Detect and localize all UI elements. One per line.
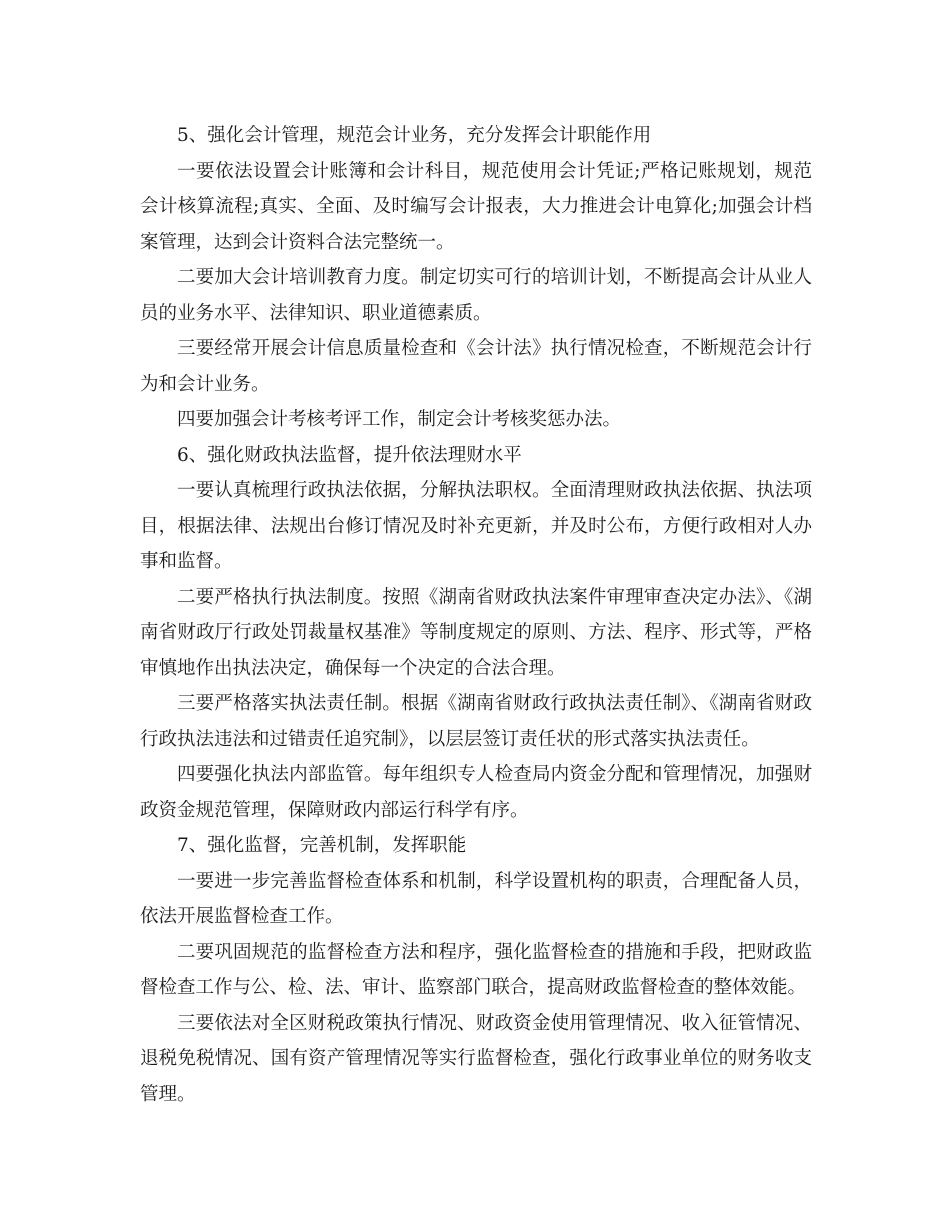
paragraph: 三要严格落实执法责任制。根据《湖南省财政行政执法责任制》、《湖南省财政行政执法违法和过错责任追究制》，以层层签订责任状的形式落实执法责任。	[140, 693, 812, 750]
section-heading-5: 5、强化会计管理，规范会计业务，充分发挥会计职能作用	[177, 125, 652, 146]
document-body	[140, 118, 812, 1112]
paragraph: 四要加强会计考核考评工作，制定会计考核奖惩办法。	[177, 409, 622, 430]
paragraph: 一要依法设置会计账簿和会计科目，规范使用会计凭证;严格记账规划，规范会计核算流程;真实、全面、及时编写会计报表，大力推进会计电算化;加强会计档案管理，达到会计资料合法完整统一。	[140, 160, 812, 253]
paragraph: 一要进一步完善监督检查体系和机制，科学设置机构的职责，合理配备人员，依法开展监督检查工作。	[140, 870, 812, 927]
paragraph: 一要认真梳理行政执法依据，分解执法职权。全面清理财政执法依据、执法项目，根据法律、法规出台修订情况及时补充更新，并及时公布，方便行政相对人办事和监督。	[140, 480, 812, 572]
paragraph: 二要严格执行执法制度。按照《湖南省财政执法案件审理审查决定办法》、《湖南省财政厅行政处罚裁量权基准》等制度规定的原则、方法、程序、形式等，严格审慎地作出执法决定，确保每一个决定的合法合理。	[140, 586, 812, 679]
section-heading-6: 6、强化财政执法监督，提升依法理财水平	[177, 444, 522, 466]
paragraph: 二要加大会计培训教育力度。制定切实可行的培训计划，不断提高会计从业人员的业务水平、法律知识、职业道德素质。	[140, 267, 812, 324]
paragraph: 三要依法对全区财税政策执行情况、财政资金使用管理情况、收入征管情况、退税免税情况、国有资产管理情况等实行监督检查，强化行政事业单位的财务收支管理。	[140, 1012, 812, 1105]
section-heading-7: 7、强化监督，完善机制，发挥职能	[177, 835, 467, 856]
paragraph: 四要强化执法内部监管。每年组织专人检查局内资金分配和管理情况，加强财政资金规范管理，保障财政内部运行科学有序。	[140, 764, 812, 821]
paragraph: 三要经常开展会计信息质量检查和《会计法》执行情况检查，不断规范会计行为和会计业务。	[140, 338, 812, 395]
paragraph: 二要巩固规范的监督检查方法和程序，强化监督检查的措施和手段，把财政监督检查工作与公、检、法、审计、监察部门联合，提高财政监督检查的整体效能。	[140, 941, 812, 998]
